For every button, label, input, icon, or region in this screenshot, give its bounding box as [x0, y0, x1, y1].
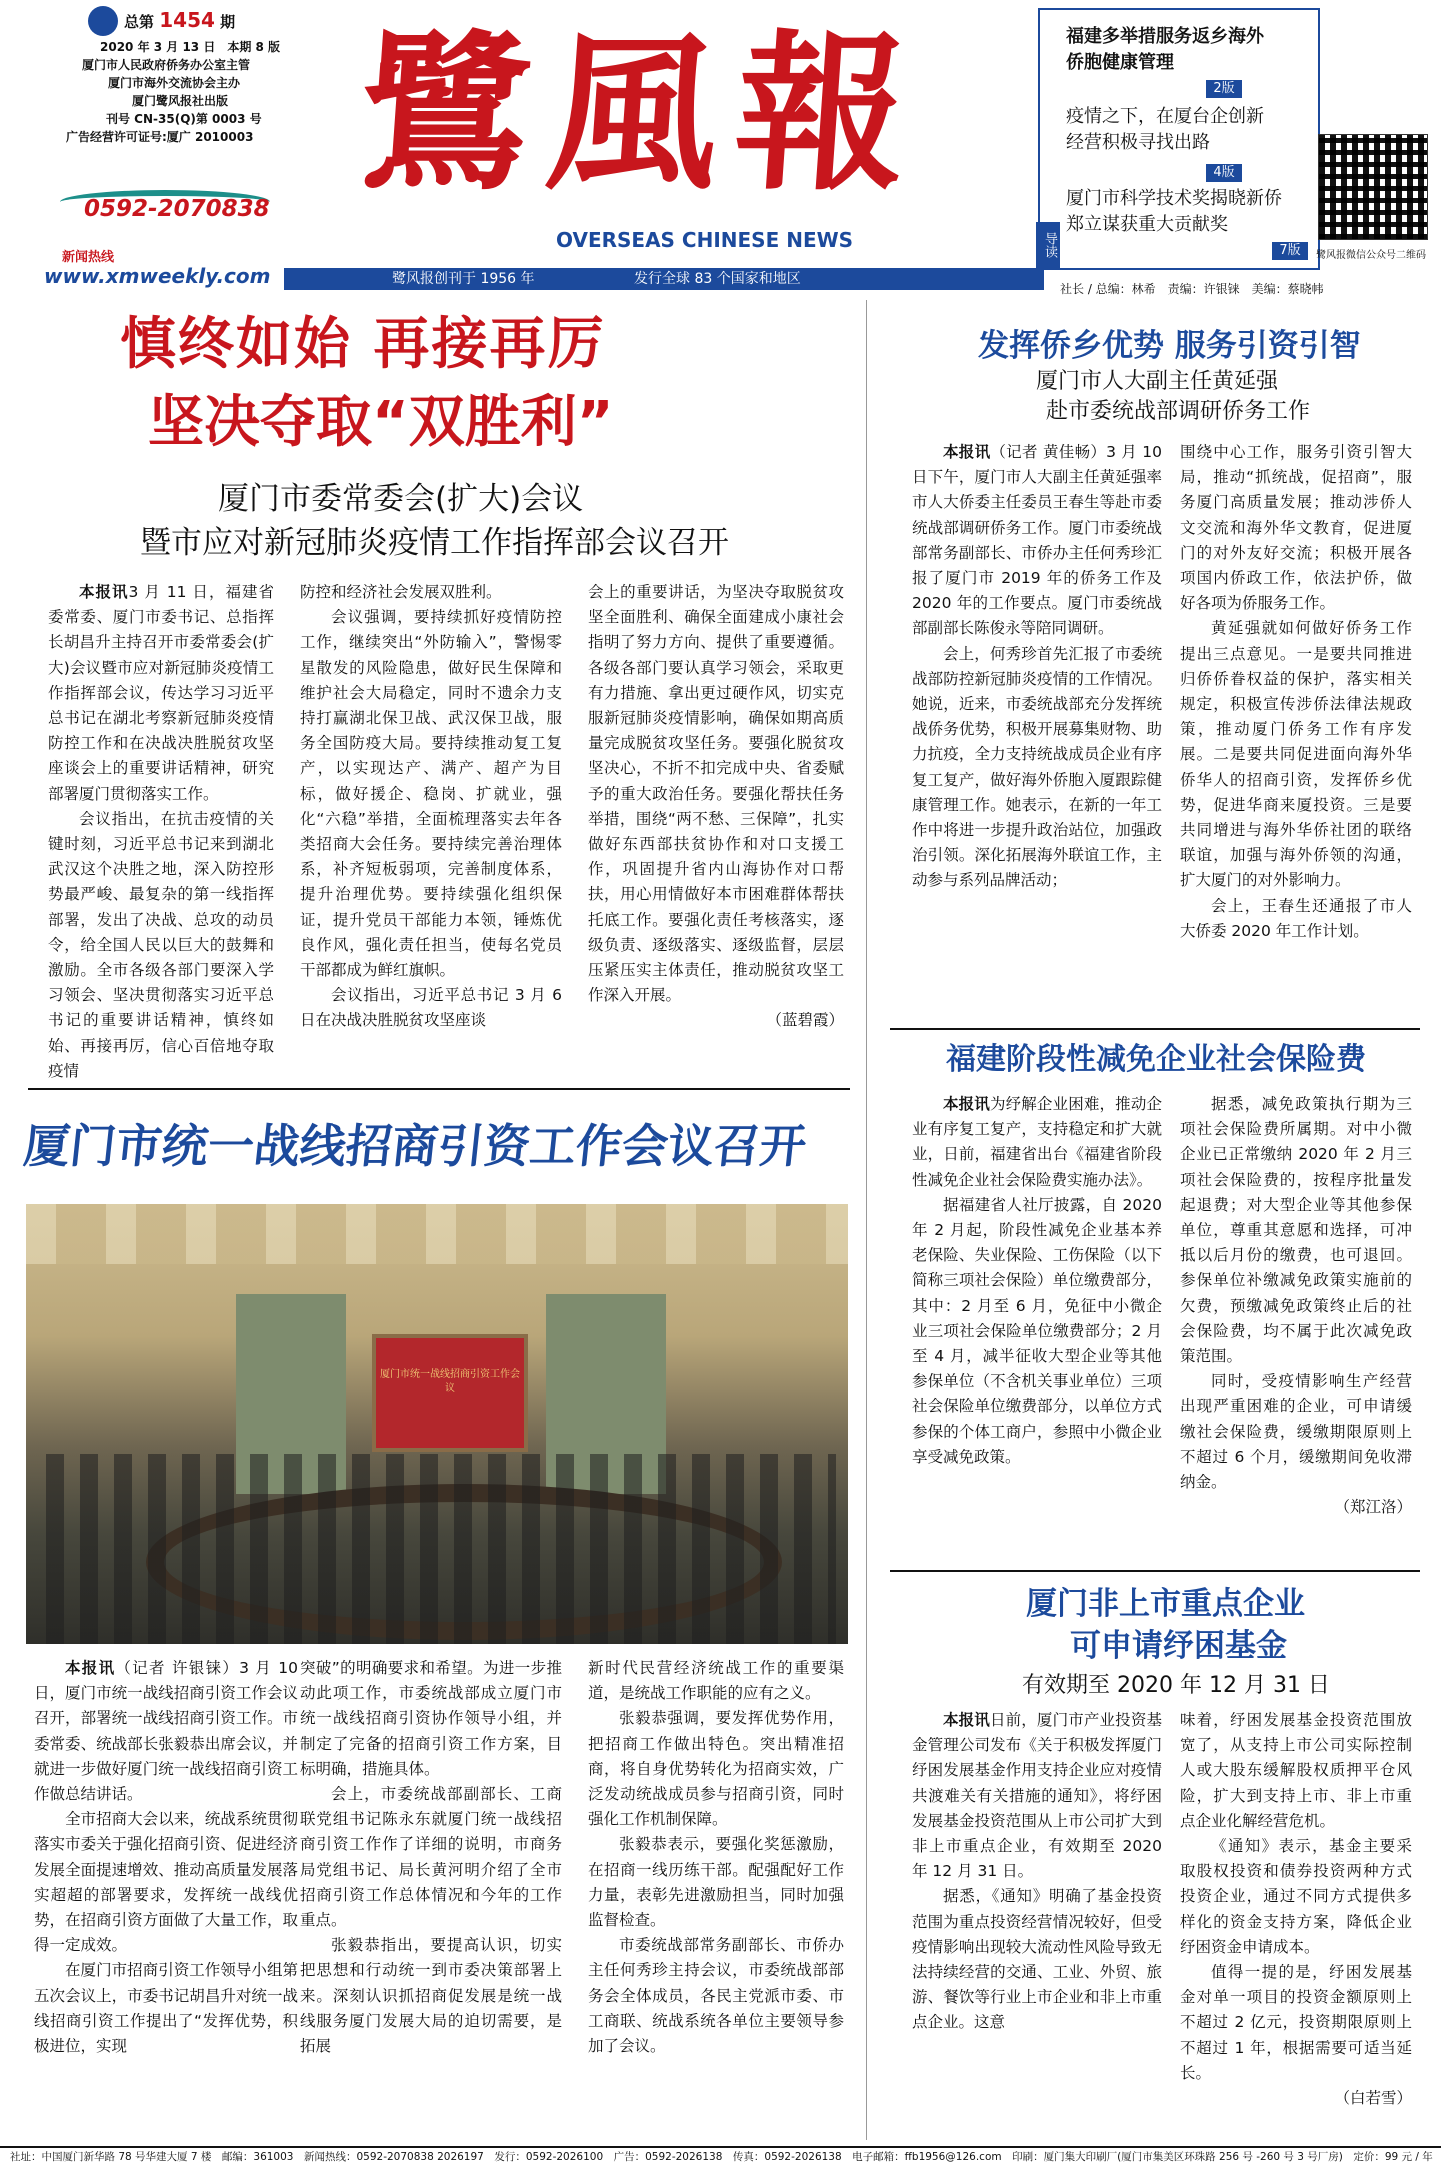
license-line: 广告经营许可证号:厦广 2010003 [66, 130, 254, 144]
hotline-label: 新闻热线 [62, 250, 115, 265]
overseas-subhead-2: 赴市委统战部调研侨务工作 [1046, 399, 1311, 424]
overseas-column-2: 围绕中心工作，服务引资引智大局，推动“抓统战，促招商”，服务厦门高质量发展；推动涉侨人文交流和海外华文教育，促进厦门的对外友好交流；积极开展各项国内侨政工作，依法护侨，做好各项为侨服务工作。 黄延强就如何做好侨务工作提出三点意见。一是要共同推进归侨侨眷权益的保护，落实相关规定，积极宣传涉侨法律法规政策，推动厦门侨务工作有序发展。二是要共同促进面向海外华侨华人的招商引资，发挥侨乡优势，促进华商来厦投资。三是要共同增进与海外华侨社团的联络联谊，加强与海外侨领的沟通，扩大厦门的对外影响力。 会上，王春生还通报了市人大侨委 2020 年工作计划。 [1180, 443, 1412, 940]
lead-subhead-2: 暨市应对新冠肺炎疫情工作指挥部会议召开 [140, 525, 729, 561]
banner-founded: 鹭风报创刊于 1956 年 [392, 271, 535, 287]
right-column-rule [866, 300, 867, 2140]
lead-column-1: 本报讯3 月 11 日，福建省委常委、厦门市委书记、总指挥长胡昌升主持召开市委常委会(扩大)会议暨市应对新冠肺炎疫情工作指挥部会议，传达学习习近平总书记在湖北考察新冠肺炎疫情防控工作和在决战决胜脱贫攻坚座谈会上的重要讲话精神，研究部署厦门贯彻落实工作。 会议指出，在抗击疫情的关键时刻，习近平总书记来到湖北武汉这个决胜之地，深入防控形势最严峻、最复杂的第一线指挥部署，发出了决战、总攻的动员令，给全国人民以巨大的鼓舞和激励。全市各级各部门要深入学习领会、坚决贯彻落实习近平总书记的重要讲话精神，慎终如始、再接再厉，信心百倍地夺取疫情 [48, 583, 274, 1080]
photo-attendees [46, 1454, 836, 1644]
lead-headline-1: 慎终如始 再接再厉 [120, 312, 606, 377]
fund-headline-1: 厦门非上市重点企业 [1026, 1586, 1305, 1622]
meeting-photo [26, 1204, 848, 1644]
lead-headline-2: 坚决夺取“双胜利” [148, 390, 614, 455]
hotline-phone: 0592-2070838 [84, 196, 270, 222]
paper-name-logo: 鷺風報 [353, 14, 932, 214]
united-front-column-2: 突破”的明确要求和希望。为进一步推动此项工作，市委统战部成立厦门市统一战线招商引资协作领导小组，并制定了完备的招商引资工作方案，目标明确，措施具体。 会上，市委统战部副部长、工商联党组书记陈永东就厦门统一战线招商引资工作作了详细的说明，市商务局党组书记、局长黄河明介绍了全市招商引资工作总体情况和今年的工作重点。 张毅恭指出，要提高认识，切实把思想和行动统一到市委决策部署上来。深刻认识抓招商促发展是统一战线服务厦门发展大局的迫切需要，是拓展 [300, 1659, 562, 2056]
org-line-1: 厦门市人民政府侨务办公室主管 [82, 58, 251, 72]
website-link[interactable]: www.xmweekly.com [44, 264, 271, 288]
guide-page-1: 2版 [1206, 80, 1242, 98]
footer-rule [0, 2146, 1441, 2148]
lead-column-2: 防控和经济社会发展双胜利。 会议强调，要持续抓好疫情防控工作，继续突出“外防输入”，警惕零星散发的风险隐患，做好民生保障和维护社会大局稳定，同时不遗余力支持打赢湖北保卫战、武汉保卫战，服务全国防疫大局。要持续推动复工复产，以实现达产、满产、超产为目标，做好援企、稳岗、扩就业，强化“六稳”举措，全面梳理落实去年各类招商大会任务。要持续完善治理体系，补齐短板弱项，完善制度体系，提升治理优势。要持续强化组织保证，提升党员干部能力本领，锤炼优良作风，强化责任担当，使每名党员干部都成为鲜红旗帜。 会议指出，习近平总书记 3 月 6 日在决战决胜脱贫攻坚座谈 [300, 583, 562, 1030]
insurance-column-2: 据悉，减免政策执行期为三项社会保险费所属期。对中小微企业已正常缴纳 2020 年 2 月三项社会保险费的，按程序批量发起退费；对大型企业等其他参保单位，尊重其意愿和选择，可冲抵以后月份的缴费，也可退回。参保单位补缴减免政策实施前的欠费，预缴减免政策终止后的社会保险费，均不属于此次减免政策范围。 同时，受疫情影响生产经营出现严重困难的企业，可申请缓缴社会保险费，缓缴期限原则上不超过 6 个月，缓缴期间免收滞纳金。 （郑江洛） [1180, 1092, 1412, 1562]
emblem-logo [88, 6, 118, 36]
qr-code[interactable] [1318, 134, 1428, 240]
insurance-column-1: 本报讯为纾解企业困难，推动企业有序复工复产，支持稳定和扩大就业，日前，福建省出台《福建省阶段性减免企业社会保险费实施办法》。 据福建省人社厅披露，自 2020 年 2 月起，阶段性减免企业基本养老保险、失业保险、工伤保险（以下简称三项社会保险）单位缴费部分，其中：2 月至 6 月，免征中小微企业三项社会保险单位缴费部分；2 月至 4 月，减半征收大型企业等其他参保单位（不含机关事业单位）三项社会保险单位缴费部分，以单位方式参保的个体工商户，参照中小微企业享受减免政策。 [912, 1095, 1162, 1466]
photo-ceiling-lights [26, 1204, 848, 1264]
lead-divider [28, 1088, 850, 1090]
photo-screen-text: 厦门市统一战线招商引资工作会议 [380, 1369, 520, 1394]
guide-page-3: 7版 [1272, 242, 1308, 260]
photo-screen [372, 1334, 528, 1452]
overseas-column-1: 本报讯（记者 黄佳畅）3 月 10 日下午，厦门市人大副主任黄延强率市人大侨委主任委员王春生等赴市委统战部调研侨务工作。厦门市委统战部常务副部长、市侨办主任何秀珍汇报了厦门市 2019 年的侨务工作及 2020 年的工作要点。厦门市委统战部副部长陈俊永等陪同调研。 会上，何秀珍首先汇报了市委统战部防控新冠肺炎疫情的工作情况。她说，近来，市委统战部充分发挥统战侨务优势，积极开展募集财物、助力抗疫，全力支持统战成员企业有序复工复产，做好海外侨胞入厦跟踪健康管理工作。她表示，在新的一年工作中将进一步提升政治站位，加强政治引领。深化拓展海外联谊工作，主动参与系列品牌活动； [912, 443, 1162, 890]
english-name: OVERSEAS CHINESE NEWS [556, 228, 854, 252]
footer-info: 社址：中国厦门新华路 78 号华建大厦 7 楼 邮编：361003 新闻热线：0592-2070838 2026197 发行：0592-2026100 广告：0592-2026138 传真：0592-2026138 电子邮箱：ffb1956@126.com 印刷：厦门集大印刷厂(厦门市集美区环珠路 256 号 -260 号 3 号厂房) 定价：99 元 / 年 [10, 2151, 1433, 2163]
overseas-divider [890, 1028, 1420, 1030]
fund-subhead: 有效期至 2020 年 12 月 31 日 [1022, 1673, 1330, 1698]
guide-item-3[interactable]: 厦门市科学技术奖揭晓新侨郑立谋获重大贡献奖 [1066, 188, 1282, 235]
founding-banner [284, 268, 1044, 290]
overseas-subhead-1: 厦门市人大副主任黄延强 [1036, 369, 1279, 394]
qr-caption: 鹭风报微信公众号二维码 [1316, 250, 1426, 261]
banner-circulation: 发行全球 83 个国家和地区 [634, 271, 801, 287]
guide-item-1[interactable]: 福建多举措服务返乡海外侨胞健康管理 [1066, 26, 1264, 73]
fund-headline-2: 可申请纾困基金 [1070, 1628, 1287, 1664]
overseas-headline: 发挥侨乡优势 服务引资引智 [978, 328, 1361, 364]
masthead [0, 0, 1441, 300]
org-line-2: 厦门市海外交流协会主办 [108, 76, 241, 90]
lead-subhead-1: 厦门市委常委会(扩大)会议 [218, 481, 584, 517]
lead-author: （蓝碧霞） [766, 1011, 844, 1030]
united-front-headline: 厦门市统一战线招商引资工作会议召开 [21, 1119, 809, 1173]
insurance-divider [890, 1570, 1420, 1572]
date-line: 2020 年 3 月 13 日 本期 8 版 [100, 40, 281, 54]
fund-column-1: 本报讯日前，厦门市产业投资基金管理公司发布《关于积极发挥厦门纾困发展基金作用支持企业应对疫情共渡难关有关措施的通知》，将纾困发展基金投资范围从上市公司扩大到非上市重点企业，有效期至 2020 年 12 月 31 日。 据悉，《通知》明确了基金投资范围为重点投资经营情况较好，但受疫情影响出现较大流动性风险导致无法持续经营的交通、工业、外贸、旅游、餐饮等行业上市企业和非上市重点企业。这意 [912, 1711, 1162, 2032]
guide-item-2[interactable]: 疫情之下，在厦台企创新经营积极寻找出路 [1066, 106, 1264, 153]
insurance-author: （郑江洛） [1334, 1498, 1412, 1517]
fund-author: （白若雪） [1334, 2089, 1412, 2108]
united-front-column-1: 本报讯（记者 许银铼）3 月 10 日，厦门市统一战线招商引资工作会议召开，部署统一战线招商引资工作。市委常委、统战部长张毅恭出席会议，并就进一步做好厦门统一战线招商引资工作做总结讲话。 全市招商大会以来，统战系统贯彻落实市委关于强化招商引资、促进经济发展全面提速增效、推动高质量发展落实超超的部署要求，发挥统一战线优势，在招商引资方面做了大量工作，取得一定成效。 在厦门市招商引资工作领导小组第五次会议上，市委书记胡昌升对统一战线招商引资工作提出了“发挥优势，积极进位，实现 [34, 1659, 298, 2056]
org-line-3: 厦门鹭风报社出版 [132, 94, 229, 108]
fund-column-2: 味着，纾困发展基金投资范围放宽了，从支持上市公司实际控制人或大股东缓解股权质押平仓风险，扩大到支持上市、非上市重点企业化解经营危机。 《通知》表示，基金主要采取股权投资和债券投资两种方式投资企业，通过不同方式提供多样化的资金支持方案，降低企业纾困资金申请成本。 值得一提的是，纾困发展基金对单一项目的投资金额原则上不超过 2 亿元，投资期限原则上不超过 1 年，根据需要可适当延长。 （白若雪） [1180, 1708, 1412, 2140]
guide-page-2: 4版 [1206, 164, 1242, 182]
insurance-headline: 福建阶段性减免企业社会保险费 [946, 1042, 1366, 1077]
staff-line: 社长 / 总编：林希 责编：许银铼 美编：蔡晓帏 [1060, 282, 1324, 296]
guide-label: 导读 [1036, 222, 1060, 268]
issue-line: 总第 1454 期 [124, 8, 236, 32]
code-line: 刊号 CN-35(Q)第 0003 号 [106, 112, 262, 126]
lead-column-3: 会上的重要讲话，为坚决夺取脱贫攻坚全面胜利、确保全面建成小康社会指明了努力方向、提供了重要遵循。各级各部门要认真学习领会，采取更有力措施、拿出更过硬作风，切实克服新冠肺炎疫情影响，确保如期高质量完成脱贫攻坚任务。要强化脱贫攻坚决心，不折不扣完成中央、省委赋予的重大政治任务。要强化帮扶任务举措，围绕“两不愁、三保障”，扎实做好东西部扶贫协作和对口支援工作，巩固提升省内山海协作对口帮扶，用心用情做好本市困难群体帮扶托底工作。要强化责任考核落实，逐级负责、逐级落实、逐级监督，层层压紧压实主体责任，推动脱贫攻坚工作深入开展。 （蓝碧霞） [588, 580, 844, 1080]
united-front-column-3: 新时代民营经济统战工作的重要渠道，是统战工作职能的应有之义。 张毅恭强调，要发挥优势作用，把招商工作做出特色。突出精准招商，将自身优势转化为招商实效，广泛发动统战成员参与招商引资，同时强化工作机制保障。 张毅恭表示，要强化奖惩激励，在招商一线历练干部。配强配好工作力量，表彰先进激励担当，同时加强监督检查。 市委统战部常务副部长、市侨办主任何秀珍主持会议，市委统战部部务会全体成员，各民主党派市委、市工商联、统战系统各单位主要领导参加了会议。 [588, 1659, 844, 2056]
